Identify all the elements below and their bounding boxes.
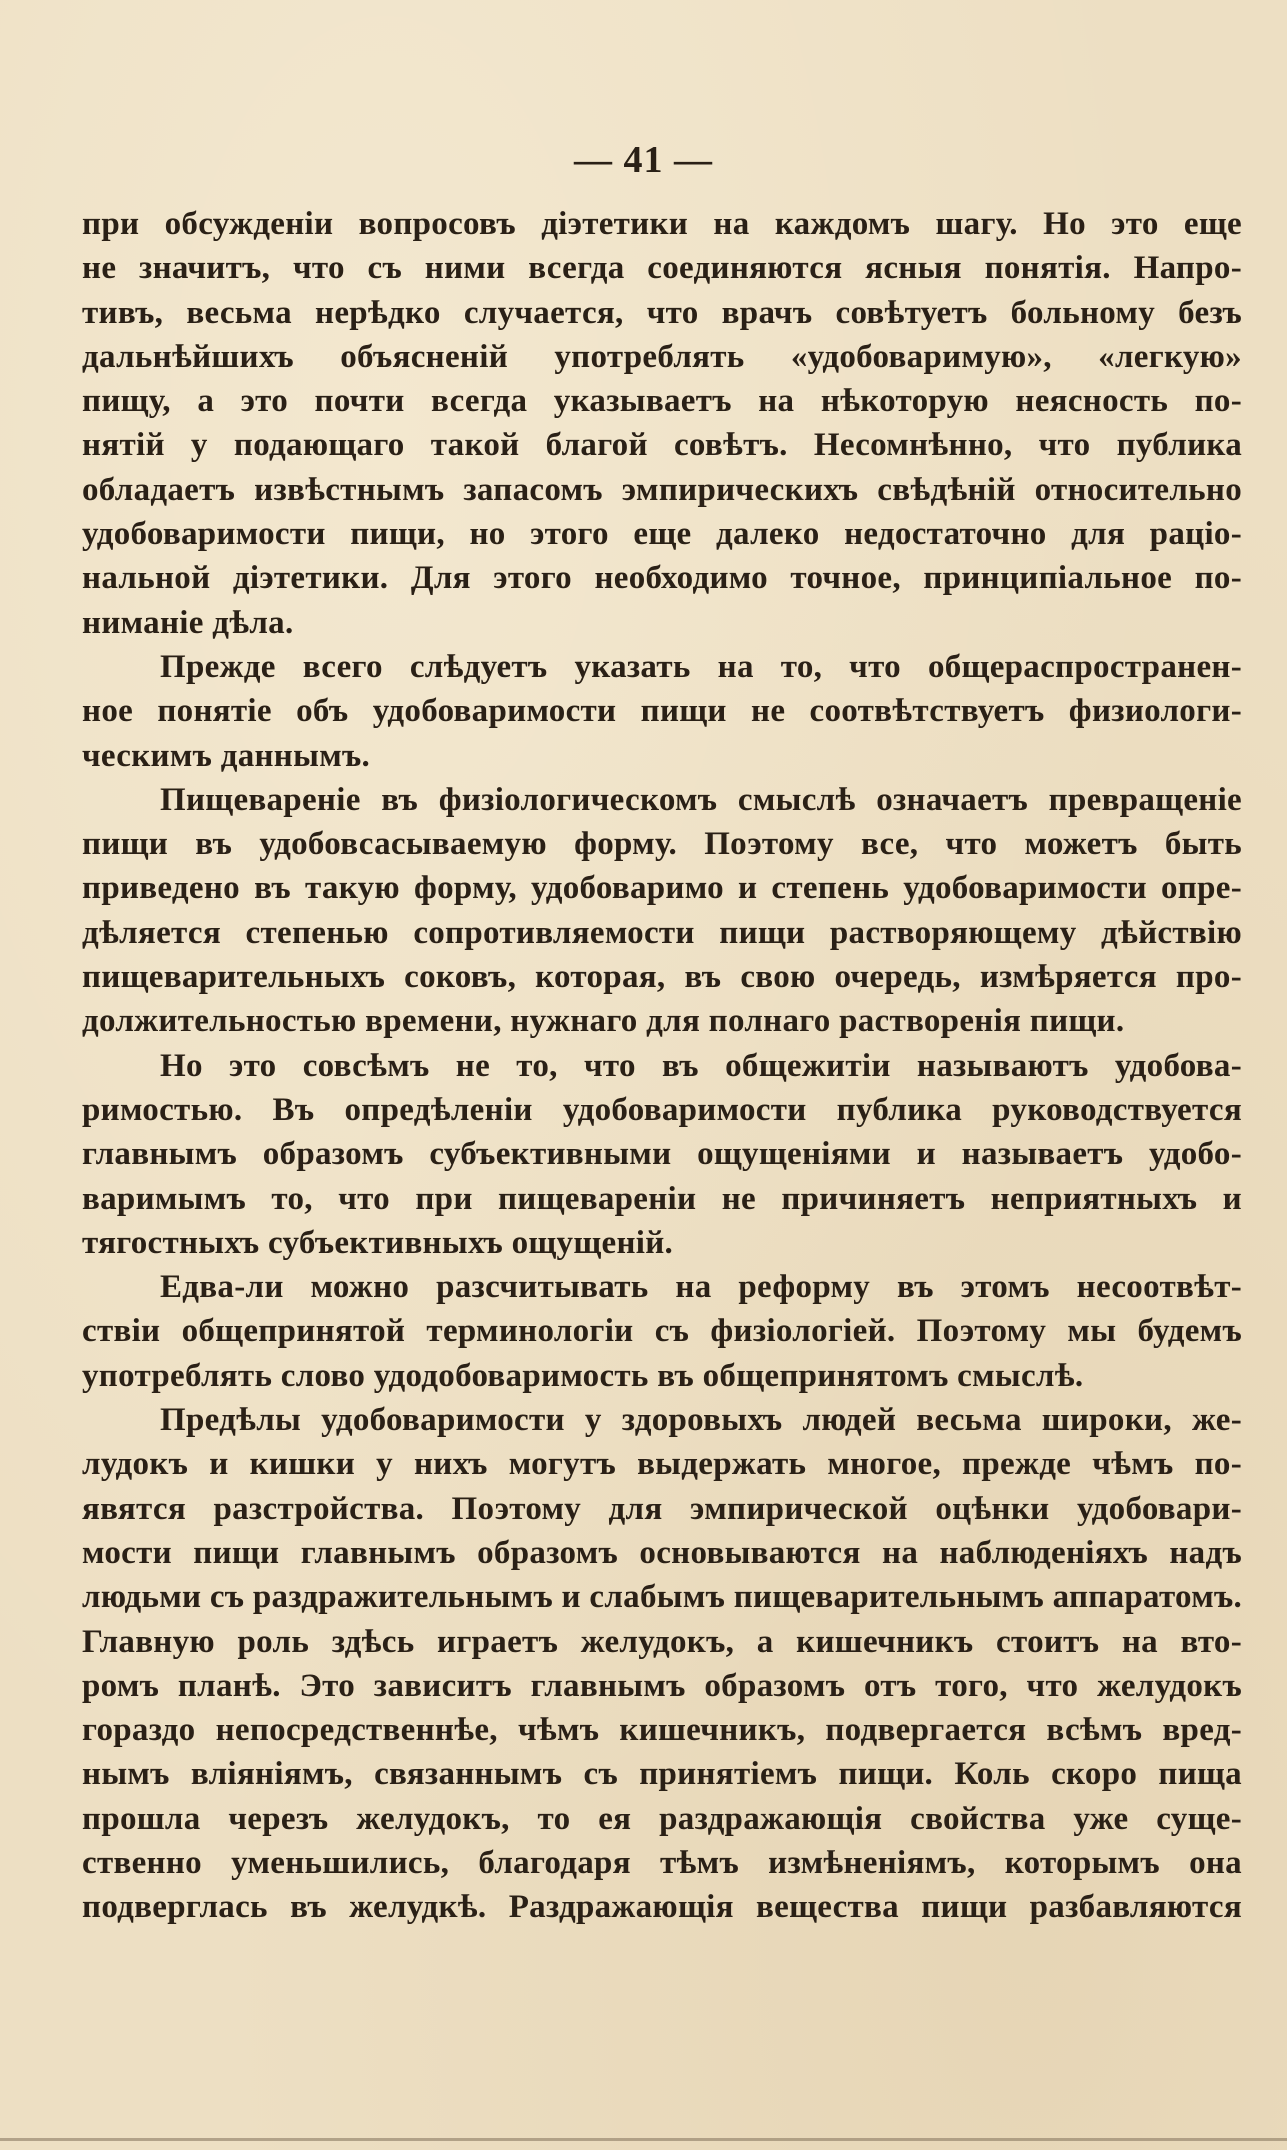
page-number: — 41 — (574, 139, 713, 181)
text-line: варимымъ то, что при пищевареніи не причиняетъ неприятныхъ и (82, 1180, 1242, 1217)
text-line: пищи въ удобовсасываемую форму. Поэтому все, что можетъ быть (82, 826, 1242, 863)
text-line: мости пищи главнымъ образомъ основываются на наблюденіяхъ надъ (82, 1534, 1242, 1571)
text-line: ное понятіе объ удобоваримости пищи не соотвѣтствуетъ физиологи- (82, 693, 1242, 730)
text-line: удобоваримости пищи, но этого еще далеко недостаточно для раціо- (82, 516, 1242, 553)
text-line: пищеварительныхъ соковъ, которая, въ свою очередь, измѣряется про- (82, 959, 1242, 996)
text-line: Главную роль здѣсь играетъ желудокъ, а кишечникъ стоитъ на вто- (82, 1623, 1242, 1660)
text-line: гораздо непосредственнѣе, чѣмъ кишечникъ, подвергается всѣмъ вред- (82, 1712, 1242, 1749)
text-line: явятся разстройства. Поэтому для эмпирической оцѣнки удобовари- (82, 1490, 1242, 1527)
text-line: римостью. Въ опредѣленіи удобоваримости публика руководствуется (82, 1091, 1242, 1128)
text-line: ческимъ даннымъ. (82, 737, 371, 774)
text-line: приведено въ такую форму, удобоваримо и степень удобоваримости опре- (82, 870, 1242, 907)
text-line: при обсужденіи вопросовъ діэтетики на каждомъ шагу. Но это еще (82, 206, 1242, 242)
text-line: Пищевареніе въ физіологическомъ смыслѣ означаетъ превращеніе (160, 781, 1242, 818)
text-line: ственно уменьшились, благодаря тѣмъ измѣненіямъ, которымъ она (82, 1844, 1242, 1881)
text-line: Предѣлы удобоваримости у здоровыхъ людей весьма широки, же- (160, 1402, 1242, 1439)
text-line: обладаетъ извѣстнымъ запасомъ эмпирическихъ свѣдѣній относительно (82, 471, 1242, 508)
text-line: не значитъ, что съ ними всегда соединяются ясныя понятія. Напро- (82, 250, 1242, 287)
text-line: употреблять слово удодобоваримость въ общепринятомъ смыслѣ. (82, 1357, 1084, 1394)
text-line: лудокъ и кишки у нихъ могутъ выдержать многое, прежде чѣмъ по- (82, 1446, 1242, 1483)
text-line: ниманіе дѣла. (82, 604, 294, 641)
text-line: ромъ планѣ. Это зависитъ главнымъ образомъ отъ того, что желудокъ (82, 1667, 1242, 1704)
text-line: Едва-ли можно разсчитывать на реформу въ этомъ несоотвѣт- (160, 1269, 1242, 1306)
text-line: прошла черезъ желудокъ, то ея раздражающія свойства уже суще- (82, 1800, 1242, 1837)
page-edge-rule (0, 2138, 1287, 2141)
text-line: дѣляется степенью сопротивляемости пищи растворяющему дѣйствію (82, 914, 1242, 951)
text-line: нальной діэтетики. Для этого необходимо точное, принципіальное по- (82, 560, 1242, 597)
body-text (82, 202, 1242, 1930)
text-line: нятій у подающаго такой благой совѣтъ. Несомнѣнно, что публика (82, 427, 1242, 464)
text-line: Прежде всего слѣдуетъ указать на то, что общераспространен- (160, 648, 1242, 685)
text-line: людьми съ раздражительнымъ и слабымъ пищеварительнымъ аппаратомъ. (82, 1579, 1242, 1616)
text-line: нымъ вліяніямъ, связаннымъ съ принятіемъ пищи. Коль скоро пища (82, 1756, 1242, 1793)
text-line: Но это совсѣмъ не то, что въ общежитіи называютъ удобова- (160, 1047, 1242, 1084)
text-line: тивъ, весьма нерѣдко случается, что врачъ совѣтуетъ больному безъ (82, 294, 1242, 331)
text-line: должительностью времени, нужнаго для полнаго растворенія пищи. (82, 1003, 1125, 1040)
text-line: пищу, а это почти всегда указываетъ на нѣкоторую неясность по- (82, 383, 1242, 420)
text-line: дальнѣйшихъ объясненій употреблять «удобоваримую», «легкую» (82, 338, 1242, 375)
text-line: главнымъ образомъ субъективными ощущеніями и называетъ удобо- (82, 1136, 1242, 1173)
text-line: ствіи общепринятой терминологіи съ физіологіей. Поэтому мы будемъ (82, 1313, 1242, 1350)
text-line: подверглась въ желудкѣ. Раздражающія вещества пищи разбавляются (82, 1889, 1242, 1926)
text-line: тягостныхъ субъективныхъ ощущеній. (82, 1224, 674, 1261)
